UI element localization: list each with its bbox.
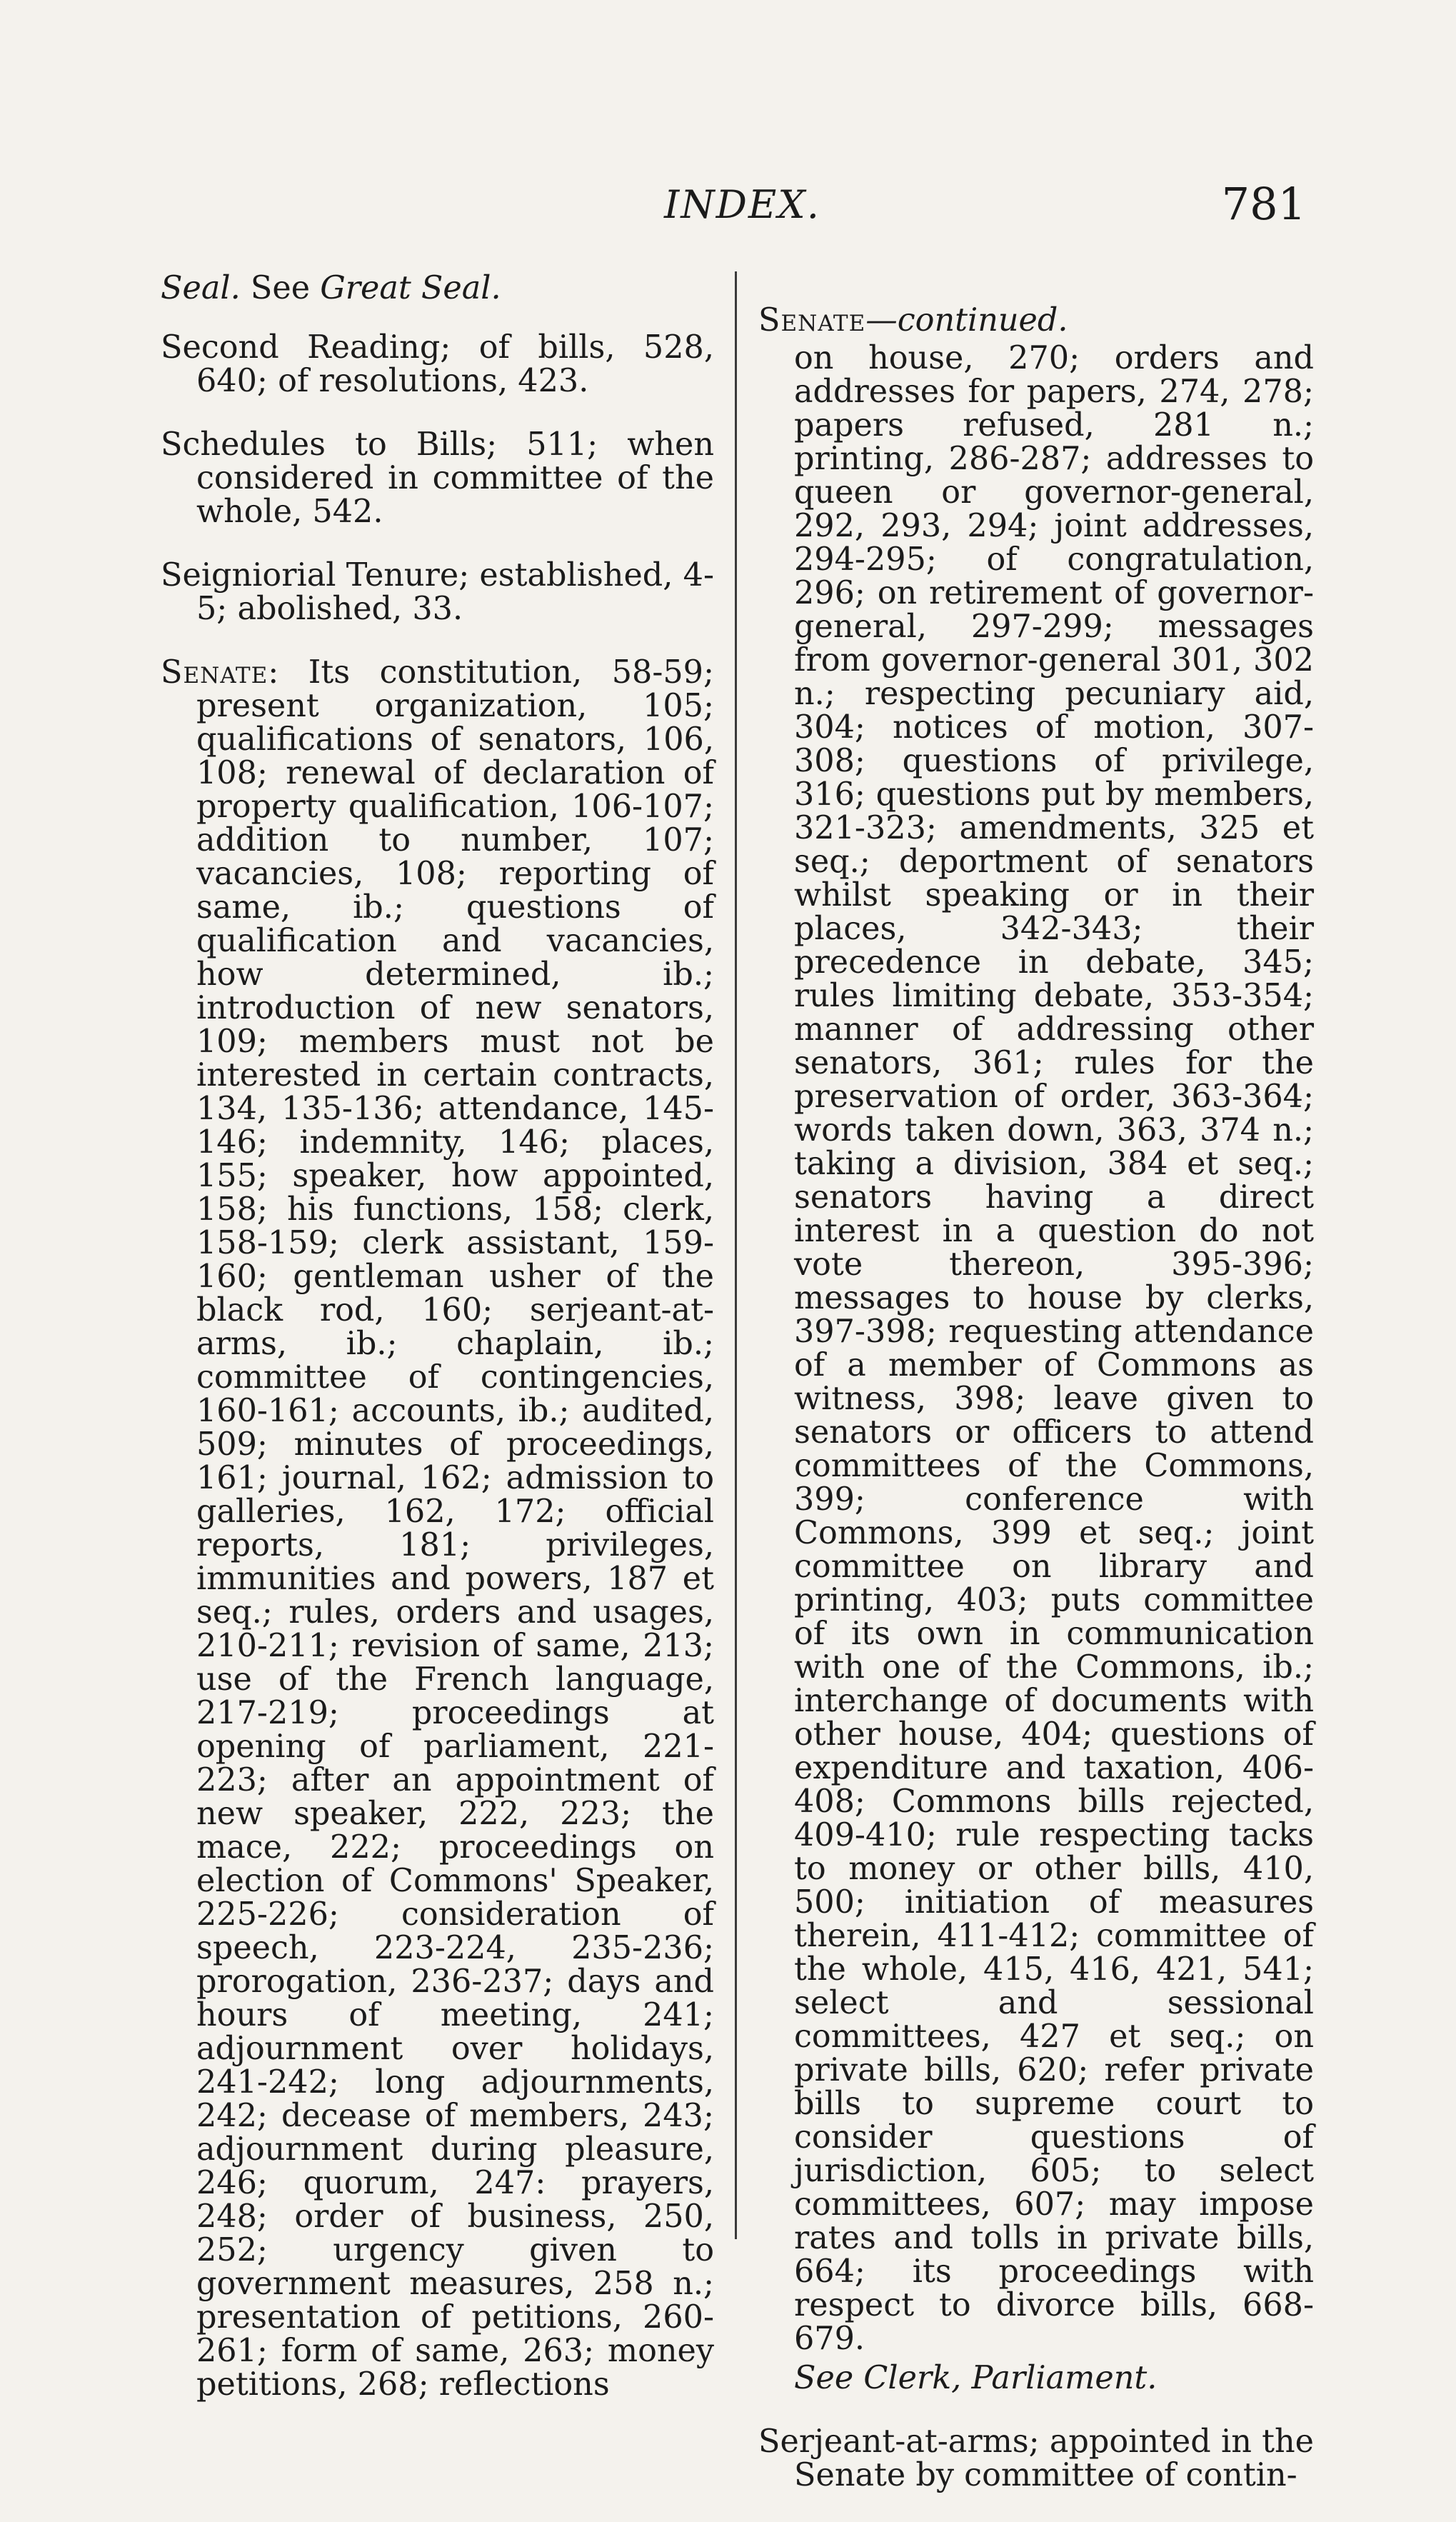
- column-divider: [735, 271, 737, 2239]
- see-word: See: [250, 270, 311, 306]
- header-title: INDEX.: [664, 182, 820, 227]
- index-entry-seal: [161, 271, 714, 305]
- entry-heading: Seal.: [161, 270, 241, 306]
- continued-head: Senate: [758, 301, 866, 339]
- left-column: [161, 271, 714, 2431]
- entry-body: : Its constitution, 58-59; present organization, 105; qualifications of senators, 106, 108; renewal of declaration of property qualification, 106-107; addition to number, 107; vacancies, 108; reporting of same, ib.; questions of qualification and vacancies, how determined, ib.; introduction of new senators, 109; members must not be interested in certain contracts, 134, 135-136; attendance, 145-146; indemnity, 146; places, 155; speaker, how appointed, 158; his functions, 158; clerk, 158-159; clerk assistant, 159-160; gentleman usher of the black rod, 160; serjeant-at-arms, ib.; chaplain, ib.; committee of contingencies, 160-161; accounts, ib.; audited, 509; minutes of proceedings, 161; journal, 162; admission to galleries, 162, 172; official reports, 181; privileges, immunities and powers, 187 et seq.; rules, orders and usages, 210-211; revision of same, 213; use of the French language, 217-219; proceedings at opening of parliament, 221-223; after an appointment of new speaker, 222, 223; the mace, 222; proceedings on election of Commons' Speaker, 225-226; consideration of speech, 223-224, 235-236; prorogation, 236-237; days and hours of meeting, 241; adjournment over holidays, 241-242; long adjournments, 242; decease of members, 243; adjournment during pleasure, 246; quorum, 247: prayers, 248; order of business, 250, 252; urgency given to government measures, 258 n.; presentation of petitions, 260-261; form of same, 263; money petitions, 268; reflections: [196, 654, 714, 2403]
- index-entry-serjeant-at-arms: Serjeant-at-arms; appointed in the Senate by committee of contin-: [758, 2423, 1314, 2493]
- index-entry-senate: [161, 656, 714, 2401]
- running-header: [0, 178, 1456, 239]
- right-column: [758, 271, 1314, 2522]
- index-entry-second-reading: Second Reading; of bills, 528, 640; of resolutions, 423.: [161, 329, 714, 399]
- continued-heading: [758, 301, 1314, 339]
- senate-continued-body: on house, 270; orders and addresses for papers, 274, 278; papers refused, 281 n.; printing, 286-287; addresses to queen or governor-general, 292, 293, 294; joint addresses, 294-295; of congratulation, 296; on retirement of governor-general, 297-299; messages from governor-general 301, 302 n.; respecting pecuniary aid, 304; notices of motion, 307-308; questions of privilege, 316; questions put by members, 321-323; amendments, 325 et seq.; deportment of senators whilst speaking or in their places, 342-343; their precedence in debate, 345; rules limiting debate, 353-354; manner of addressing other senators, 361; rules for the preservation of order, 363-364; words taken down, 363, 374 n.; taking a division, 384 et seq.; senators having a direct interest in a question do not vote thereon, 395-396; messages to house by clerks, 397-398; requesting attendance of a member of Commons as witness, 398; leave given to senators or officers to attend committees of the Commons, 399; conference with Commons, 399 et seq.; joint committee on library and printing, 403; puts committee of its own in communication with one of the Commons, ib.; interchange of documents with other house, 404; questions of expenditure and taxation, 406-408; Commons bills rejected, 409-410; rule respecting tacks to money or other bills, 410, 500; initiation of measures therein, 411-412; committee of the whole, 415, 416, 421, 541; select and sessional committees, 427 et seq.; on private bills, 620; refer private bills to supreme court to consider questions of jurisdiction, 605; to select committees, 607; may impose rates and tolls in private bills, 664; its proceedings with respect to divorce bills, 668-679.: [794, 339, 1314, 2357]
- see-also-reference: See Clerk, Parliament.: [794, 2359, 1158, 2396]
- page-number: 781: [1221, 178, 1306, 230]
- entry-heading: Senate: [161, 654, 268, 691]
- cross-reference: Great Seal.: [320, 270, 501, 306]
- index-entry-seigniorial-tenure: Seigniorial Tenure; established, 4-5; abolished, 33.: [161, 557, 714, 627]
- index-entry-schedules: Schedules to Bills; 511; when considered in committee of the whole, 542.: [161, 426, 714, 530]
- continued-label: —continued.: [865, 301, 1068, 339]
